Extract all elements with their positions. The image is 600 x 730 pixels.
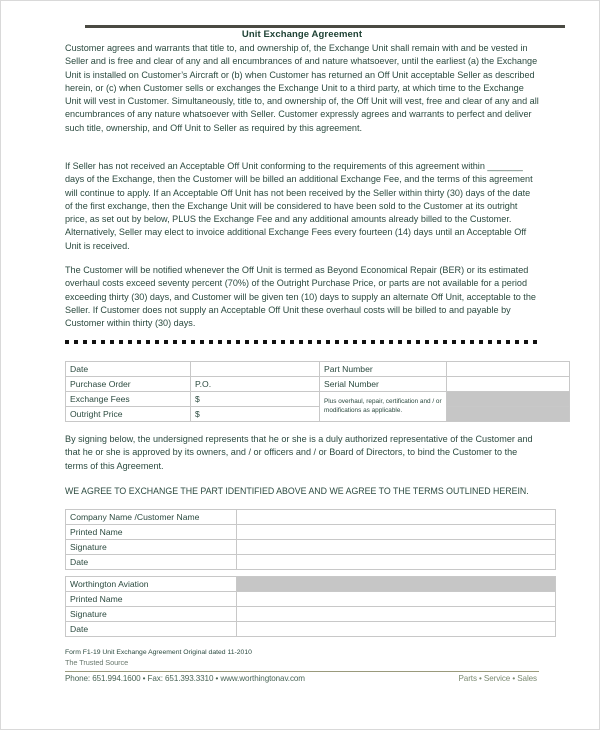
seller-value-printed-name[interactable] bbox=[237, 592, 556, 607]
dotted-divider bbox=[65, 340, 539, 344]
footer-contact-info: Phone: 651.994.1600 • Fax: 651.393.3310 • www.worthingtonav.com bbox=[65, 674, 305, 683]
details-value-exchange-fees-extra[interactable] bbox=[447, 392, 570, 407]
details-value-outright-price-extra[interactable] bbox=[447, 407, 570, 422]
table-row bbox=[66, 392, 570, 407]
seller-value-worthington-aviation[interactable] bbox=[237, 577, 556, 592]
unit-details-table bbox=[65, 361, 570, 422]
customer-label-printed-name: Printed Name bbox=[66, 525, 237, 540]
customer-value-printed-name[interactable] bbox=[237, 525, 556, 540]
seller-label-signature: Signature bbox=[66, 607, 237, 622]
details-label-exchange-fees: Exchange Fees bbox=[66, 392, 191, 407]
table-row bbox=[66, 377, 570, 392]
clause-paragraph-3-block bbox=[65, 264, 539, 341]
seller-label-date: Date bbox=[66, 622, 237, 637]
details-label-serial-number: Serial Number bbox=[320, 377, 447, 392]
details-value-purchase-order[interactable]: P.O. bbox=[191, 377, 320, 392]
customer-label-company-name: Company Name /Customer Name bbox=[66, 510, 237, 525]
clause-paragraph-2-block bbox=[65, 160, 539, 264]
form-identifier: Form F1-19 Unit Exchange Agreement Original dated 11-2010 bbox=[65, 649, 252, 656]
seller-signature-table bbox=[65, 576, 556, 637]
table-row bbox=[66, 407, 570, 422]
seller-value-signature[interactable] bbox=[237, 607, 556, 622]
seller-label-worthington-aviation: Worthington Aviation bbox=[66, 577, 237, 592]
agreement-heading: WE AGREE TO EXCHANGE THE PART IDENTIFIED ABOVE AND WE AGREE TO THE TERMS OUTLINED HEREIN. bbox=[65, 486, 529, 496]
table-row bbox=[66, 362, 570, 377]
table-row bbox=[66, 555, 556, 570]
details-value-serial-number[interactable] bbox=[447, 377, 570, 392]
table-row bbox=[66, 525, 556, 540]
details-note: Plus overhaul, repair, certification and / or modifications as applicable. bbox=[320, 392, 447, 422]
seller-label-printed-name: Printed Name bbox=[66, 592, 237, 607]
clause-paragraph-3: The Customer will be notified whenever the Off Unit is termed as Beyond Economical Repair (BER) or its estimated overhaul costs exceed seventy percent (70%) of the Outright Purchase Price, or parts are not available for a period exceeding thirty (30) days, and Customer will be given ten (10) days to supply an alternate Off Unit, acceptable to the Seller. If Customer does not supply an Acceptable Off Unit these overhaul costs will be billed to and payable by Customer within thirty (30) days. bbox=[65, 265, 536, 329]
footer-services: Parts • Service • Sales bbox=[458, 674, 537, 683]
table-row bbox=[66, 622, 556, 637]
table-row bbox=[66, 540, 556, 555]
page-title: Unit Exchange Agreement bbox=[241, 29, 363, 40]
signing-paragraph-block bbox=[65, 433, 539, 484]
signing-paragraph: By signing below, the undersigned represents that he or she is a duly authorized representative of the Customer and that he or she is approved by its owners, and / or officers and / or Board of Directors, to bind the Customer to the terms of this Agreement. bbox=[65, 434, 533, 471]
details-value-date[interactable] bbox=[191, 362, 320, 377]
details-label-date: Date bbox=[66, 362, 191, 377]
table-row bbox=[66, 510, 556, 525]
customer-signature-table bbox=[65, 509, 556, 570]
table-row bbox=[66, 592, 556, 607]
table-row bbox=[66, 607, 556, 622]
header-rule bbox=[85, 25, 565, 28]
details-label-outright-price: Outright Price bbox=[66, 407, 191, 422]
details-label-purchase-order: Purchase Order bbox=[66, 377, 191, 392]
details-value-exchange-fees[interactable]: $ bbox=[191, 392, 320, 407]
clause-paragraph-1: Customer agrees and warrants that title to, and ownership of, the Exchange Unit shall remain with and be vested in Seller and is free and clear of any and all encumbrances of and nature whatsoever, until the earliest (a) the Exchange Unit is installed on Customer’s Aircraft or (b) when Customer has returned an Off Unit acceptable Seller as described herein, or (c) when Customer sells or exchanges the Exchange Unit to a third party, at which time to the Exchange Unit will vest in Customer. Simultaneously, title to, and ownership of, the Off Unit will vest, free and clear of any and all encumbrances of any nature whatsoever with Seller. Customer expressly agrees and warrants to perfect and deliver such title, ownership, and Off Unit to Seller as required by this agreement. bbox=[65, 43, 539, 133]
footer-divider bbox=[65, 671, 539, 672]
clause-paragraph-1-block bbox=[65, 42, 539, 146]
customer-value-date[interactable] bbox=[237, 555, 556, 570]
details-label-part-number: Part Number bbox=[320, 362, 447, 377]
table-row bbox=[66, 577, 556, 592]
customer-label-date: Date bbox=[66, 555, 237, 570]
customer-value-signature[interactable] bbox=[237, 540, 556, 555]
seller-value-date[interactable] bbox=[237, 622, 556, 637]
company-tagline: The Trusted Source bbox=[65, 658, 129, 667]
customer-label-signature: Signature bbox=[66, 540, 237, 555]
details-value-part-number[interactable] bbox=[447, 362, 570, 377]
details-value-outright-price[interactable]: $ bbox=[191, 407, 320, 422]
clause-paragraph-2: If Seller has not received an Acceptable Off Unit conforming to the requirements of this agreement within _______ days of the Exchange, then the Customer will be billed an additional Exchange Fee, and the terms of this agreement will continue to apply. If an Acceptable Off Unit has not been received by the Seller within thirty (30) days of the date of the first exchange, then the Exchange Unit will be considered to have been sold to the Customer at its outright price, as set out by below, PLUS the Exchange Fee and any additional amounts already billed to the Customer. Alternatively, Seller may elect to invoice additional Exchange Fees every fourteen (14) days until an Acceptable Off Unit is received. bbox=[65, 161, 533, 251]
customer-value-company-name[interactable] bbox=[237, 510, 556, 525]
